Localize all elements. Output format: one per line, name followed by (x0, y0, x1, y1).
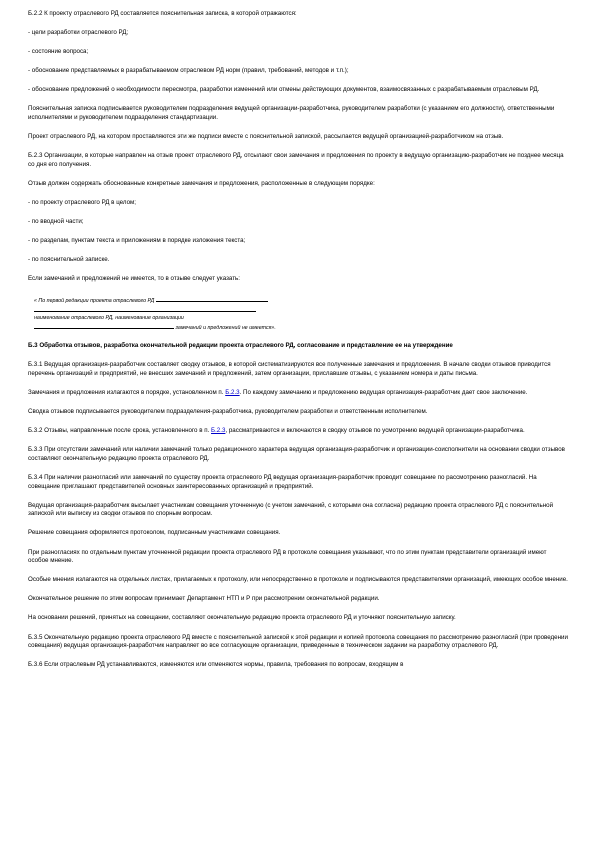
section-heading: Б.3 Обработка отзывов, разработка окончательной редакции проекта отраслевого РД, согласование и представление ее на утверждение (28, 342, 453, 350)
paragraph: Б.3.1 Ведущая организация-разработчик составляет сводку отзывов, в которой систематизируются все полученные замечания и предложения. В начале сводки отзывов приводится перечень организаций и предприятий, не внесших замечаний и предложений, затем организации, приславшие отзывы, с указанием номера и даты письма. (28, 361, 551, 377)
list-item: - по вводной части; (28, 218, 84, 226)
document-page (28, 10, 568, 680)
paragraph: Б.3.4 При наличии разногласий или замечаний по существу проекта отраслевого РД ведущая организация-разработчик проводит совещание по рассмотрению разногласий. На совещание приглашают представителей основных заинтересованных организаций и предприятий. (28, 474, 537, 490)
paragraph: Б.2.3 Организации, в которые направлен на отзыв проект отраслевого РД, отсылают свои замечания и предложения по проекту в ведущую организацию-разработчик не позднее месяца со дня его получения. (28, 152, 564, 168)
paragraph: Б.2.2 К проекту отраслевого РД составляется пояснительная записка, в которой отражаются: (28, 10, 297, 17)
paragraph: Если замечаний и предложений не имеется, то в отзыве следует указать: (28, 275, 240, 283)
paragraph: Проект отраслевого РД, на котором проставляются эти же подписи вместе с пояснительной запиской, рассылается ведущей организацией-разработчиком на отзыв. (28, 133, 504, 141)
list-item: - по проекту отраслевого РД в целом; (28, 199, 136, 207)
paragraph (28, 427, 568, 436)
blank-line (156, 295, 268, 302)
sample-line-3 (34, 322, 568, 332)
section-link[interactable]: Б.2.3 (211, 427, 226, 435)
paragraph (28, 389, 568, 398)
sample-review-text (34, 295, 568, 333)
paragraph: Б.3.5 Окончательную редакцию проекта отраслевого РД вместе с пояснительной запиской к этой редакции и копией протокола совещания по рассмотрению разногласий (при проведении совещания) ведущая организация-разработчик направляет во все согласующие организации, приведенные в техническом задании на разработку отраслевого РД. (28, 633, 568, 650)
paragraph-text: , рассматриваются и включаются в сводку отзывов по усмотрению ведущей организации-разработчика. (225, 427, 525, 435)
paragraph: Б.3.3 При отсутствии замечаний или наличии замечаний только редакционного характера ведущая организация-разработчик и организации-соисполнители на основании сводки отзывов составляют окончательную редакцию проекта отраслевого РД. (28, 446, 565, 462)
paragraph: Особые мнения излагаются на отдельных листах, прилагаемых к протоколу, или непосредственно в протоколе и подписываются представителями организаций, имеющих особое мнение. (28, 576, 568, 584)
sample-text: « По первой редакции проекта отраслевого РД (34, 297, 155, 304)
list-item: - состояние вопроса; (28, 48, 89, 56)
paragraph: Ведущая организация-разработчик высылает участникам совещания уточненную (с учетом замечаний, с которыми она согласна) редакцию проекта отраслевого РД с пояснительной запиской или выписку из сводки отзывов по спорным вопросам. (28, 501, 554, 518)
sample-line-2 (34, 305, 568, 315)
blank-line (34, 322, 174, 329)
blank-line (34, 305, 256, 312)
list-item: - обоснование предложений о необходимости пересмотра, разработки изменений или отмены действующих документов, взаимосвязанных с разрабатываемым отраслевым РД. (28, 86, 540, 94)
paragraph: Пояснительная записка подписывается руководителем подразделения ведущей организации-разработчика, руководителем разработки (с указанием его должности), ответственными исполнителями и руководителем подразделения стандартизации. (28, 105, 555, 122)
paragraph: Б.3.6 Если отраслевым РД устанавливаются, изменяются или отменяются нормы, правила, требования по вопросам, входящим в (28, 661, 404, 669)
paragraph: Решение совещания оформляется протоколом, подписанным участниками совещания. (28, 529, 281, 537)
list-item: - цели разработки отраслевого РД; (28, 29, 129, 37)
paragraph-text: . По каждому замечанию и предложению ведущая организация-разработчик дает свое заключение. (239, 389, 528, 397)
list-item: - по разделам, пунктам текста и приложениям в порядке изложения текста; (28, 237, 246, 245)
paragraph: На основании решений, принятых на совещании, составляют окончательную редакцию проекта отраслевого РД и уточняют пояснительную записку. (28, 614, 456, 622)
list-item: - по пояснительной записке. (28, 256, 110, 264)
list-item: - обоснование представляемых в разрабатываемом отраслевом РД норм (правил, требований, методов и т.п.); (28, 67, 349, 75)
paragraph: Отзыв должен содержать обоснованные конкретные замечания и предложения, расположенные в следующем порядке: (28, 179, 375, 187)
sample-line-1 (34, 295, 568, 305)
paragraph: Сводка отзывов подписывается руководителем подразделения-разработчика, руководителем разработки и ответственным исполнителем. (28, 408, 428, 416)
paragraph-text: Б.3.2 Отзывы, направленные после срока, установленного в п. (28, 427, 212, 435)
sample-caption: наименование отраслевого РД, наименование организации (34, 314, 184, 321)
paragraph: Окончательное решение по этим вопросам принимает Департамент НТП и Р при рассмотрении окончательной редакции. (28, 595, 380, 603)
section-link[interactable]: Б.2.3 (225, 389, 240, 397)
paragraph-text: Замечания и предложения излагаются в порядке, установленном п. (28, 389, 226, 397)
paragraph: При разногласиях по отдельным пунктам уточненной редакции проекта отраслевого РД в протоколе совещания указывают, что по этим пунктам представители организаций имеют особое мнение. (28, 548, 547, 565)
sample-text: замечаний и предложений не имеется». (175, 325, 276, 332)
